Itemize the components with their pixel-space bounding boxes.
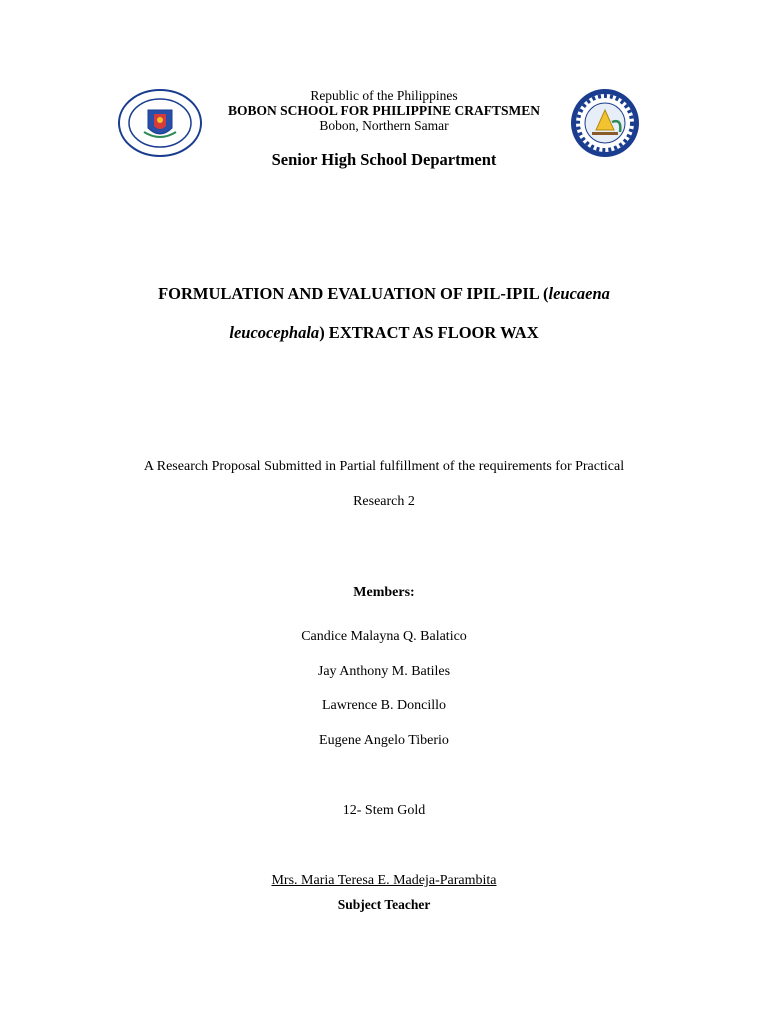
- title-italic-1: leucaena: [548, 284, 610, 303]
- title-line-2: [0, 323, 768, 343]
- department-title: Senior High School Department: [271, 150, 497, 169]
- republic-line: Republic of the Philippines: [310, 88, 458, 103]
- title-part2: ) EXTRACT AS FLOOR WAX: [319, 323, 539, 342]
- member-name: Eugene Angelo Tiberio: [319, 733, 449, 748]
- member-name: Lawrence B. Doncillo: [321, 698, 446, 713]
- proposal-line-1: A Research Proposal Submitted in Partial fulfillment of the requirements for Practical: [143, 459, 625, 474]
- title-italic-2: leucocephala: [229, 323, 320, 342]
- school-location: Bobon, Northern Samar: [319, 118, 449, 133]
- member-name: Jay Anthony M. Batiles: [317, 664, 451, 679]
- title-part1: FORMULATION AND EVALUATION OF IPIL-IPIL (: [158, 284, 549, 303]
- teacher-name-row: [0, 872, 768, 890]
- teacher-role: Subject Teacher: [337, 897, 431, 912]
- section-label: 12- Stem Gold: [342, 803, 426, 818]
- school-name: BOBON SCHOOL FOR PHILIPPINE CRAFTSMEN: [227, 103, 541, 118]
- title-line-1: [0, 284, 768, 304]
- teacher-name: Mrs. Maria Teresa E. Madeja-Parambita: [271, 873, 497, 888]
- members-heading: Members:: [353, 585, 415, 600]
- member-name: Candice Malayna Q. Balatico: [301, 629, 467, 644]
- proposal-line-2: Research 2: [353, 494, 415, 509]
